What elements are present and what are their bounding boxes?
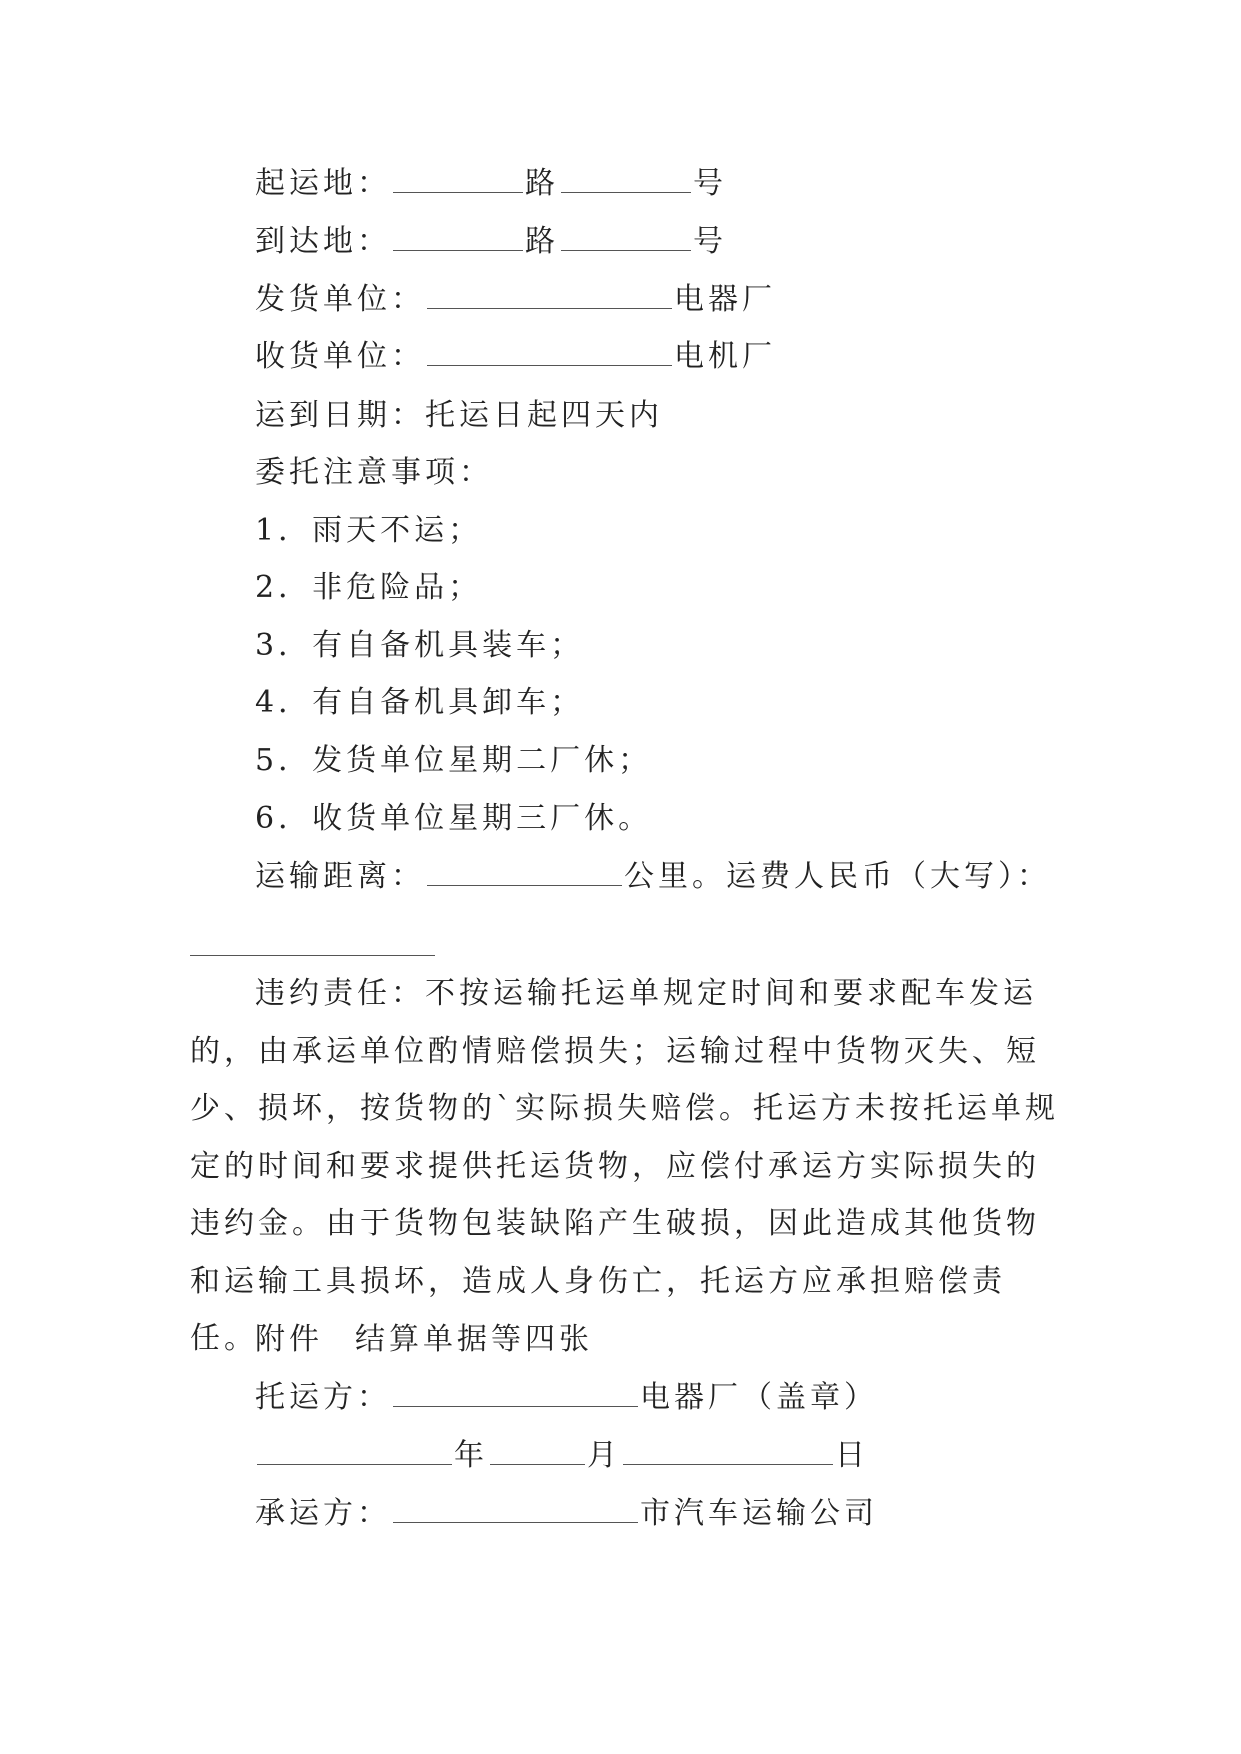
attachment-text: 结算单据等四张 bbox=[355, 1322, 593, 1357]
note-item: 5．发货单位星期二厂休； bbox=[255, 743, 653, 778]
consignor-label: 托运方： bbox=[255, 1380, 391, 1415]
origin-number-label: 号 bbox=[693, 166, 727, 201]
receiver-unit-suffix: 电机厂 bbox=[674, 339, 776, 374]
carrier-line bbox=[255, 1494, 878, 1534]
day-label: 日 bbox=[835, 1438, 869, 1473]
distance-suffix: 公里。运费人民币（大写）： bbox=[624, 859, 1051, 894]
destination-label: 到达地： bbox=[255, 224, 391, 259]
receiver-unit-line bbox=[255, 337, 776, 377]
origin-road-label: 路 bbox=[525, 166, 559, 201]
shipper-unit-line bbox=[255, 280, 776, 320]
note-item: 6．收货单位星期三厂休。 bbox=[255, 801, 653, 836]
destination-road-blank bbox=[561, 226, 691, 251]
origin-label: 起运地： bbox=[255, 166, 391, 201]
delivery-date: 运到日期：托运日起四天内 bbox=[255, 398, 663, 433]
shipper-unit-blank bbox=[427, 284, 672, 309]
note-item: 2．非危险品； bbox=[255, 570, 483, 605]
carrier-suffix: 市汽车运输公司 bbox=[640, 1496, 878, 1531]
distance-line bbox=[255, 857, 1051, 897]
note-item: 1．雨天不运； bbox=[255, 513, 483, 548]
year-blank bbox=[257, 1440, 452, 1465]
note-item: 4．有自备机具卸车； bbox=[255, 685, 585, 720]
month-label: 月 bbox=[587, 1438, 621, 1473]
month-blank bbox=[490, 1440, 585, 1465]
consignor-line bbox=[255, 1378, 878, 1418]
attachment-line bbox=[255, 1320, 593, 1360]
distance-blank bbox=[427, 861, 622, 886]
attachment-label: 附件 bbox=[255, 1322, 323, 1357]
fee-amount-blank bbox=[190, 955, 435, 956]
day-blank bbox=[623, 1440, 833, 1465]
notes-title: 委托注意事项： bbox=[255, 455, 493, 490]
consignor-suffix: 电器厂（盖章） bbox=[640, 1380, 878, 1415]
destination-city-blank bbox=[393, 226, 523, 251]
shipper-unit-suffix: 电器厂 bbox=[674, 282, 776, 317]
year-label: 年 bbox=[454, 1438, 488, 1473]
receiver-unit-label: 收货单位： bbox=[255, 339, 425, 374]
date-line bbox=[255, 1436, 869, 1476]
receiver-unit-blank bbox=[427, 341, 672, 366]
carrier-label: 承运方： bbox=[255, 1496, 391, 1531]
liability-paragraph: 违约责任：不按运输托运单规定时间和要求配车发运的，由承运单位酌情赔偿损失；运输过程中货物灭失、短少、损坏，按货物的`实际损失赔偿。托运方未按托运单规定的时间和要求提供托运货物，应偿付承运方实际损失的违约金。由于货物包装缺陷产生破损，因此造成其他货物和运输工具损坏，造成人身伤亡，托运方应承担赔偿责任。 bbox=[190, 976, 1059, 1356]
destination-line bbox=[255, 222, 727, 262]
carrier-blank bbox=[393, 1498, 638, 1523]
origin-city-blank bbox=[393, 168, 523, 193]
destination-road-label: 路 bbox=[525, 224, 559, 259]
origin-road-blank bbox=[561, 168, 691, 193]
shipper-unit-label: 发货单位： bbox=[255, 282, 425, 317]
distance-label: 运输距离： bbox=[255, 859, 425, 894]
note-item: 3．有自备机具装车； bbox=[255, 628, 585, 663]
destination-number-label: 号 bbox=[693, 224, 727, 259]
consignor-blank bbox=[393, 1382, 638, 1407]
origin-line bbox=[255, 164, 727, 204]
